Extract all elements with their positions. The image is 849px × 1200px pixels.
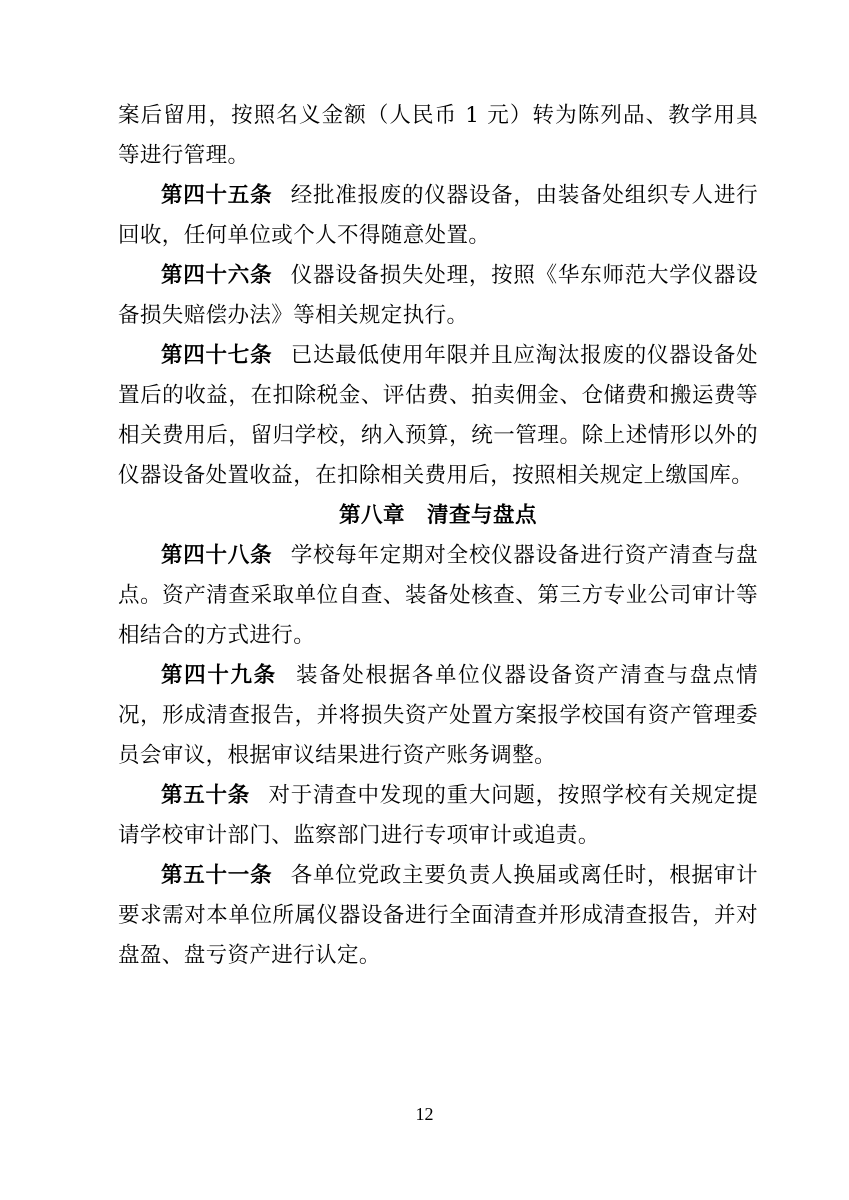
- article-text: 对于清查中发现的重大问题，按照学校有关规定提请学校审计部门、监察部门进行专项审计或追责。: [118, 783, 758, 848]
- chapter-title: 清查与盘点: [427, 503, 538, 528]
- article-45: [118, 176, 758, 256]
- article-label: 第五十条: [161, 783, 251, 808]
- article-label: 第四十六条: [161, 263, 273, 288]
- article-text: 装备处根据各单位仪器设备资产清查与盘点情况，形成清查报告，并将损失资产处置方案报学校国有资产管理委员会审议，根据审议结果进行资产账务调整。: [118, 663, 758, 768]
- article-label: 第四十七条: [161, 343, 273, 368]
- article-50: [118, 776, 758, 856]
- article-label: 第四十九条: [161, 663, 277, 688]
- article-text: 经批准报废的仪器设备，由装备处组织专人进行回收，任何单位或个人不得随意处置。: [118, 183, 758, 248]
- article-text: 学校每年定期对全校仪器设备进行资产清查与盘点。资产清查采取单位自查、装备处核查、第三方专业公司审计等相结合的方式进行。: [118, 543, 758, 648]
- article-label: 第四十五条: [161, 183, 273, 208]
- article-text: 各单位党政主要负责人换届或离任时，根据审计要求需对本单位所属仪器设备进行全面清查并形成清查报告，并对盘盈、盘亏资产进行认定。: [118, 863, 758, 968]
- article-47: [118, 336, 758, 496]
- chapter-number: 第八章: [338, 503, 405, 528]
- article-51: [118, 856, 758, 976]
- article-49: [118, 656, 758, 776]
- article-label: 第五十一条: [161, 863, 273, 888]
- chapter-heading: [118, 496, 758, 536]
- article-text: 已达最低使用年限并且应淘汰报废的仪器设备处置后的收益，在扣除税金、评估费、拍卖佣金、仓储费和搬运费等相关费用后，留归学校，纳入预算，统一管理。除上述情形以外的仪器设备处置收益，在扣除相关费用后，按照相关规定上缴国库。: [118, 343, 758, 488]
- article-label: 第四十八条: [161, 543, 273, 568]
- document-body: [118, 96, 758, 976]
- page-number: 12: [415, 1104, 434, 1124]
- article-46: [118, 256, 758, 336]
- continuation-paragraph: 案后留用，按照名义金额（人民币 1 元）转为陈列品、教学用具等进行管理。: [118, 103, 758, 168]
- article-48: [118, 536, 758, 656]
- article-text: 仪器设备损失处理，按照《华东师范大学仪器设备损失赔偿办法》等相关规定执行。: [118, 263, 758, 328]
